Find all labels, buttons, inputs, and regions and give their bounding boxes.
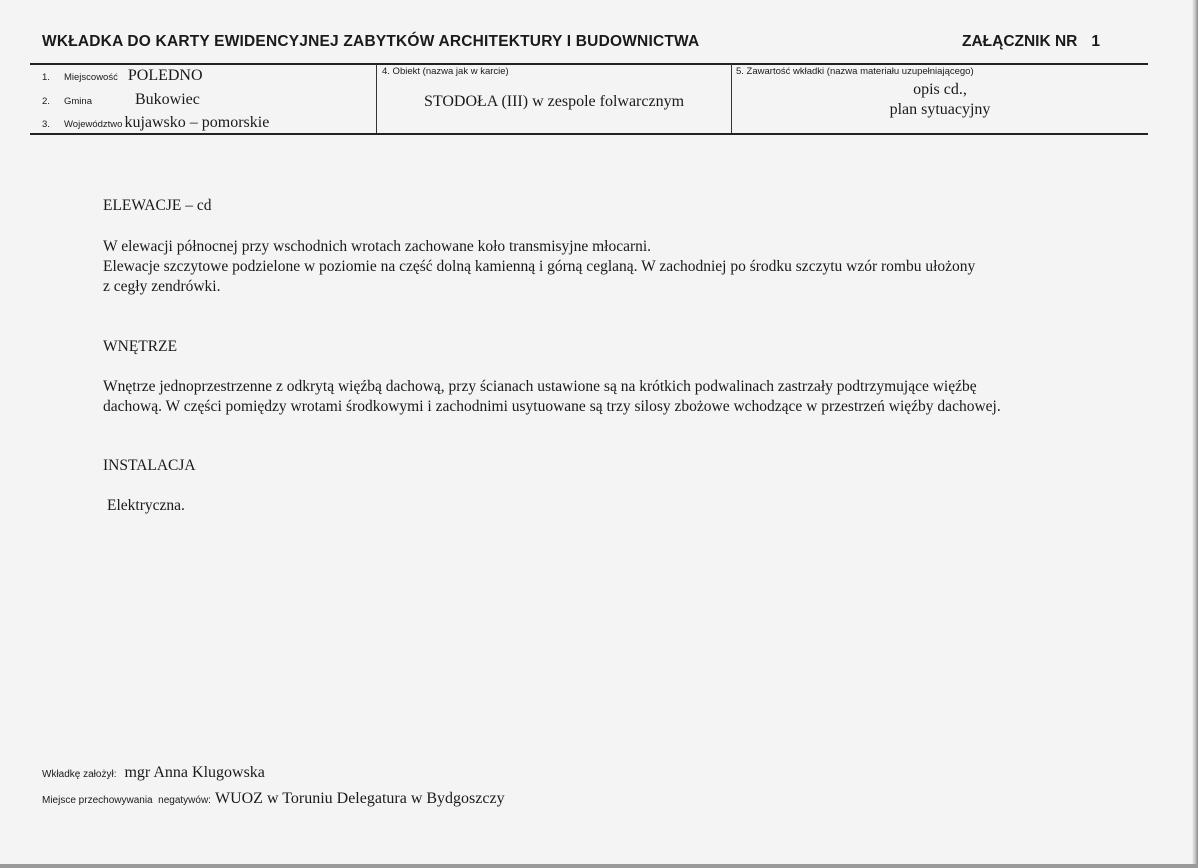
author-value: mgr Anna Klugowska: [124, 764, 265, 781]
elevations-line: z cegły zendrówki.: [103, 278, 221, 295]
elevations-line: W elewacji północnej przy wschodnich wrotach zachowane koło transmisyjne młocarni.: [103, 238, 652, 255]
column-divider-2: [731, 64, 732, 134]
elevations-heading: ELEWACJE – cd: [103, 197, 212, 214]
meta-voivodeship: 3. Województwo kujawsko – pomorskie: [42, 114, 270, 131]
object-value: STODOŁA (III) w zespole folwarcznym: [423, 93, 685, 110]
contents-line-1: opis cd.,: [913, 81, 967, 98]
footer-author: [42, 764, 265, 782]
author-label: Wkładkę założył:: [42, 769, 117, 780]
contents-line-2: plan sytuacyjny: [889, 101, 991, 118]
storage-label: Miejsce przechowywania negatywów:: [42, 795, 211, 806]
interior-line: dachową. W części pomiędzy wrotami środkowymi i zachodnimi usytuowane są trzy silosy zbożowe wchodzące w przestrzeń więźby dachowej.: [103, 398, 1001, 415]
contents-label: 5. Zawartość wkładki (nazwa materiału uzupełniającego): [736, 66, 974, 77]
elevations-paragraph: [103, 237, 1113, 297]
meta-commune: 2. Gmina Bukowiec: [42, 91, 200, 108]
commune-value: Bukowiec: [134, 91, 200, 108]
scan-edge-right: [1192, 0, 1198, 868]
locality-value: POLEDNO: [127, 67, 203, 84]
elevations-line: Elewacje szczytowe podzielone w poziomie na część dolną kamienną i górną ceglaną. W zachodniej po środku szczytu wzór rombu ułożony: [103, 258, 976, 275]
interior-paragraph: [103, 377, 1113, 417]
installation-text: Elektryczna.: [107, 497, 185, 514]
scan-edge-bottom: [0, 864, 1198, 868]
storage-value: WUOZ w Toruniu Delegatura w Bydgoszczy: [214, 790, 505, 807]
commune-label: Gmina: [64, 96, 92, 107]
interior-line: Wnętrze jednoprzestrzenne z odkrytą więźbą dachową, przy ścianach ustawione są na krótkich podwalinach zastrzały podtrzymujące więźbę: [103, 378, 977, 395]
header-bottom-rule: [30, 133, 1148, 135]
voivodeship-value: kujawsko – pomorskie: [124, 114, 270, 131]
attachment-number: [962, 33, 1100, 51]
installation-heading: INSTALACJA: [103, 457, 196, 474]
meta-locality: 1. Miejscowość POLEDNO: [42, 67, 203, 84]
sheet-title: WKŁADKA DO KARTY EWIDENCYJNEJ ZABYTKÓW ARCHITEKTURY I BUDOWNICTWA: [42, 33, 700, 50]
attachment-label: ZAŁĄCZNIK NR: [962, 33, 1078, 50]
footer-storage: [42, 790, 505, 808]
header-top-rule: [30, 63, 1148, 65]
locality-label: Miejscowość: [64, 72, 118, 83]
attachment-number-value: 1: [1091, 33, 1100, 50]
voivodeship-label: Województwo: [64, 119, 123, 130]
interior-heading: WNĘTRZE: [103, 338, 178, 355]
object-label: 4. Obiekt (nazwa jak w karcie): [382, 66, 509, 77]
